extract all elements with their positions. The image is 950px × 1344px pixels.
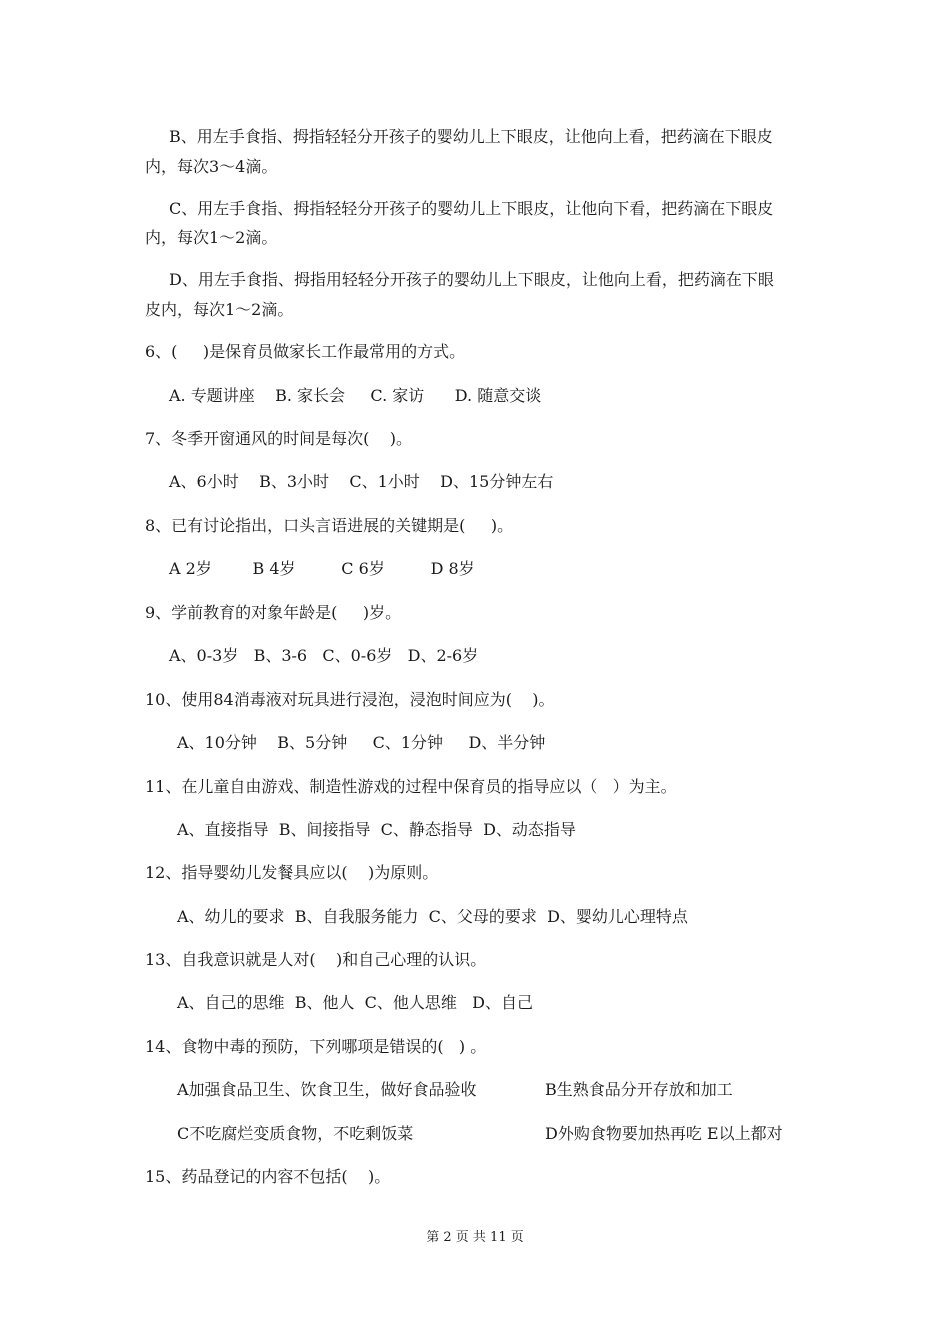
question-15: 15、药品登记的内容不包括( )。: [145, 1167, 391, 1186]
question-10: 10、使用84消毒液对玩具进行浸泡，浸泡时间应为( )。: [145, 690, 555, 709]
question-14-option-c: C不吃腐烂变质食物，不吃剩饭菜: [177, 1124, 414, 1143]
question-14: 14、食物中毒的预防，下列哪项是错误的( ) 。: [145, 1037, 487, 1056]
question-7: 7、冬季开窗通风的时间是每次( )。: [145, 429, 413, 448]
question-10-options: A、10分钟 B、5分钟 C、1分钟 D、半分钟: [177, 733, 546, 752]
question-14-option-a: A加强食品卫生、饮食卫生，做好食品验收: [177, 1080, 477, 1099]
option-c-line-1: C、用左手食指、拇指轻轻分开孩子的婴幼儿上下眼皮，让他向下看，把药滴在下眼皮: [169, 199, 774, 218]
option-c-line-2: 内，每次1～2滴。: [145, 228, 278, 247]
question-14-option-d: D外购食物要加热再吃 E以上都对: [545, 1124, 783, 1143]
question-11-options: A、直接指导 B、间接指导 C、静态指导 D、动态指导: [177, 820, 576, 839]
option-b-line-2: 内，每次3～4滴。: [145, 157, 278, 176]
option-d-line-1: D、用左手食指、拇指用轻轻分开孩子的婴幼儿上下眼皮，让他向上看，把药滴在下眼: [169, 270, 774, 289]
question-7-options: A、6小时 B、3小时 C、1小时 D、15分钟左右: [169, 472, 554, 491]
option-d-line-2: 皮内，每次1～2滴。: [145, 300, 294, 319]
page-number: 第 2 页 共 11 页: [426, 1230, 524, 1245]
question-12-options: A、幼儿的要求 B、自我服务能力 C、父母的要求 D、婴幼儿心理特点: [177, 907, 688, 926]
question-11: 11、在儿童自由游戏、制造性游戏的过程中保育员的指导应以（ ）为主。: [145, 777, 677, 796]
option-b-line-1: B、用左手食指、拇指轻轻分开孩子的婴幼儿上下眼皮，让他向上看，把药滴在下眼皮: [169, 127, 773, 146]
question-13-options: A、自己的思维 B、他人 C、他人思维 D、自己: [177, 993, 533, 1012]
question-9: 9、学前教育的对象年龄是( )岁。: [145, 603, 402, 622]
question-8: 8、已有讨论指出，口头言语进展的关键期是( )。: [145, 516, 514, 535]
question-12: 12、指导婴幼儿发餐具应以( )为原则。: [145, 863, 439, 882]
question-8-options: A 2岁 B 4岁 C 6岁 D 8岁: [169, 559, 475, 578]
question-14-option-b: B生熟食品分开存放和加工: [545, 1080, 733, 1099]
question-6-options: A. 专题讲座 B. 家长会 C. 家访 D. 随意交谈: [169, 386, 542, 405]
question-13: 13、自我意识就是人对( )和自己心理的认识。: [145, 950, 487, 969]
question-6: 6、( )是保育员做家长工作最常用的方式。: [145, 342, 466, 361]
question-9-options: A、0-3岁 B、3-6 C、0-6岁 D、2-6岁: [169, 646, 479, 665]
